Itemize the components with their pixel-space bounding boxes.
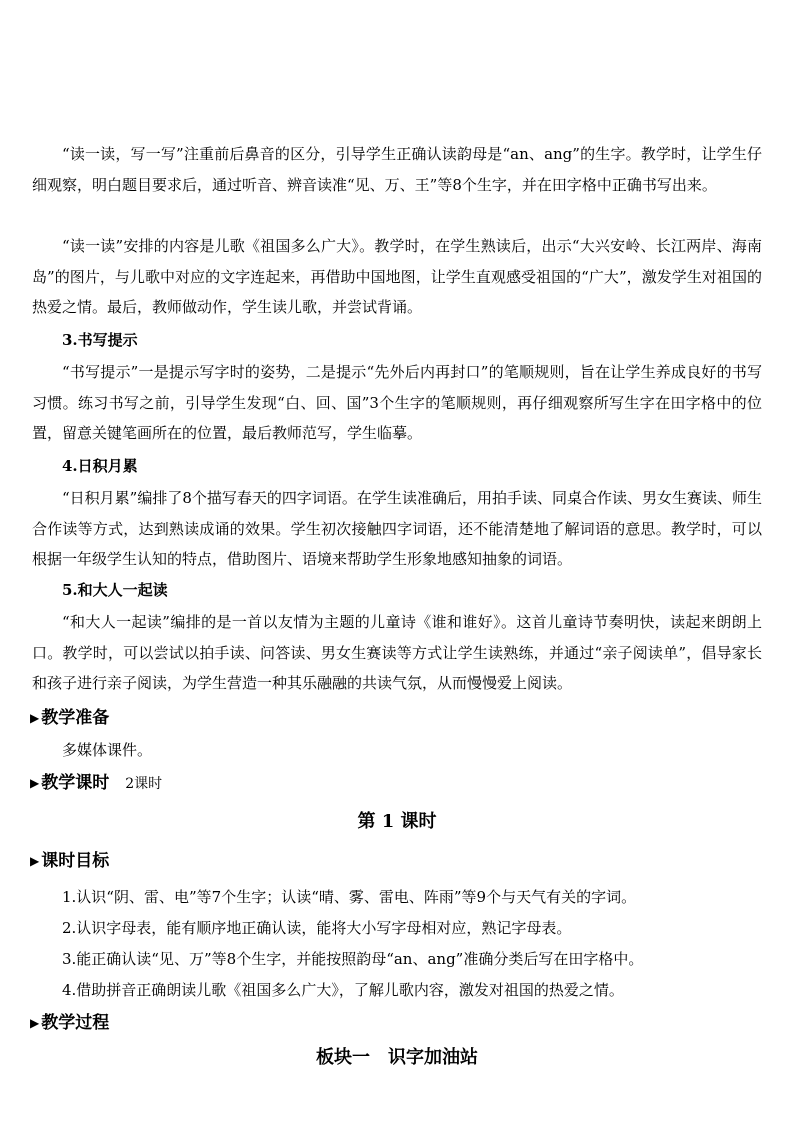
paragraph-read <box>32 231 762 323</box>
subheading-read-with-adults: 5.和大人一起读 <box>62 581 168 599</box>
goal-item: 4.借助拼音正确朗读儿歌《祖国多么广大》，了解儿歌内容，激发对祖国的热爱之情。 <box>62 981 624 999</box>
paragraph-text: “读一读”安排的内容是儿歌《祖国多么广大》。教学时，在学生熟读后，出示“大兴安岭、长江两岸、海南岛”的图片，与儿歌中对应的文字连起来，再借助中国地图，让学生直观感受祖国的“广大”，激发学生对祖国的热爱之情。最后，教师做动作，学生读儿歌，并尝试背诵。 <box>32 237 762 316</box>
paragraph-writing-tips <box>32 357 762 449</box>
triangle-right-icon: ▶ <box>30 1016 40 1030</box>
section-lesson-goals <box>30 850 109 872</box>
triangle-right-icon: ▶ <box>30 711 40 725</box>
section-teaching-prep <box>30 707 109 729</box>
lesson-title: 第 1 课时 <box>357 811 437 832</box>
section-title: 教学课时 <box>41 773 110 793</box>
paragraph-text: “读一读，写一写”注重前后鼻音的区分，引导学生正确认读韵母是“an、ang”的生字。教学时，让学生仔细观察，明白题目要求后，通过听音、辨音读准“见、万、王”等8个生字，并在田字格中正确书写出来。 <box>32 145 762 194</box>
subheading-writing-tips: 3.书写提示 <box>62 331 138 349</box>
teaching-hours-value: 2课时 <box>125 776 163 792</box>
block-title: 板块一 识字加油站 <box>316 1047 478 1068</box>
paragraph-read-write <box>32 139 762 200</box>
section-teaching-process <box>30 1012 109 1034</box>
section-title: 教学过程 <box>41 1013 110 1033</box>
paragraph-text: “日积月累”编排了8个描写春天的四字词语。在学生读准确后，用拍手读、同桌合作读、男女生赛读、师生合作读等方式，达到熟读成诵的效果。学生初次接触四字词语，还不能清楚地了解词语的意思。教学时，可以根据一年级学生认知的特点，借助图片、语境来帮助学生形象地感知抽象的词语。 <box>32 489 762 568</box>
subheading-daily-accumulation: 4.日积月累 <box>62 457 138 475</box>
paragraph-text: “和大人一起读”编排的是一首以友情为主题的儿童诗《谁和谁好》。这首儿童诗节奏明快，读起来朗朗上口。教学时，可以尝试以拍手读、问答读、男女生赛读等方式让学生读熟练，并通过“亲子阅读单”，倡导家长和孩子进行亲子阅读，为学生营造一种其乐融融的共读气氛，从而慢慢爱上阅读。 <box>32 613 762 692</box>
teaching-prep-text: 多媒体课件。 <box>62 741 153 759</box>
paragraph-text: “书写提示”一是提示写字时的姿势，二是提示“先外后内再封口”的笔顺规则，旨在让学生养成良好的书写习惯。练习书写之前，引导学生发现“白、回、国”3个生字的笔顺规则，再仔细观察所写生字在田字格中的位置，留意关键笔画所在的位置，最后教师范写，学生临摹。 <box>32 363 762 442</box>
paragraph-read-with-adults <box>32 607 762 699</box>
goal-item: 3.能正确认读“见、万”等8个生字，并能按照韵母“an、ang”准确分类后写在田字格中。 <box>62 950 644 968</box>
goal-item: 2.认识字母表，能有顺序地正确认读，能将大小写字母相对应，熟记字母表。 <box>62 919 572 937</box>
goal-item: 1.认识“阴、雷、电”等7个生字；认读“晴、雾、雷电、阵雨”等9个与天气有关的字词。 <box>62 888 637 906</box>
paragraph-daily-accumulation <box>32 483 762 575</box>
section-teaching-hours <box>30 772 162 795</box>
section-title: 教学准备 <box>41 708 110 728</box>
section-title: 课时目标 <box>41 851 110 871</box>
triangle-right-icon: ▶ <box>30 854 40 868</box>
triangle-right-icon: ▶ <box>30 776 40 790</box>
